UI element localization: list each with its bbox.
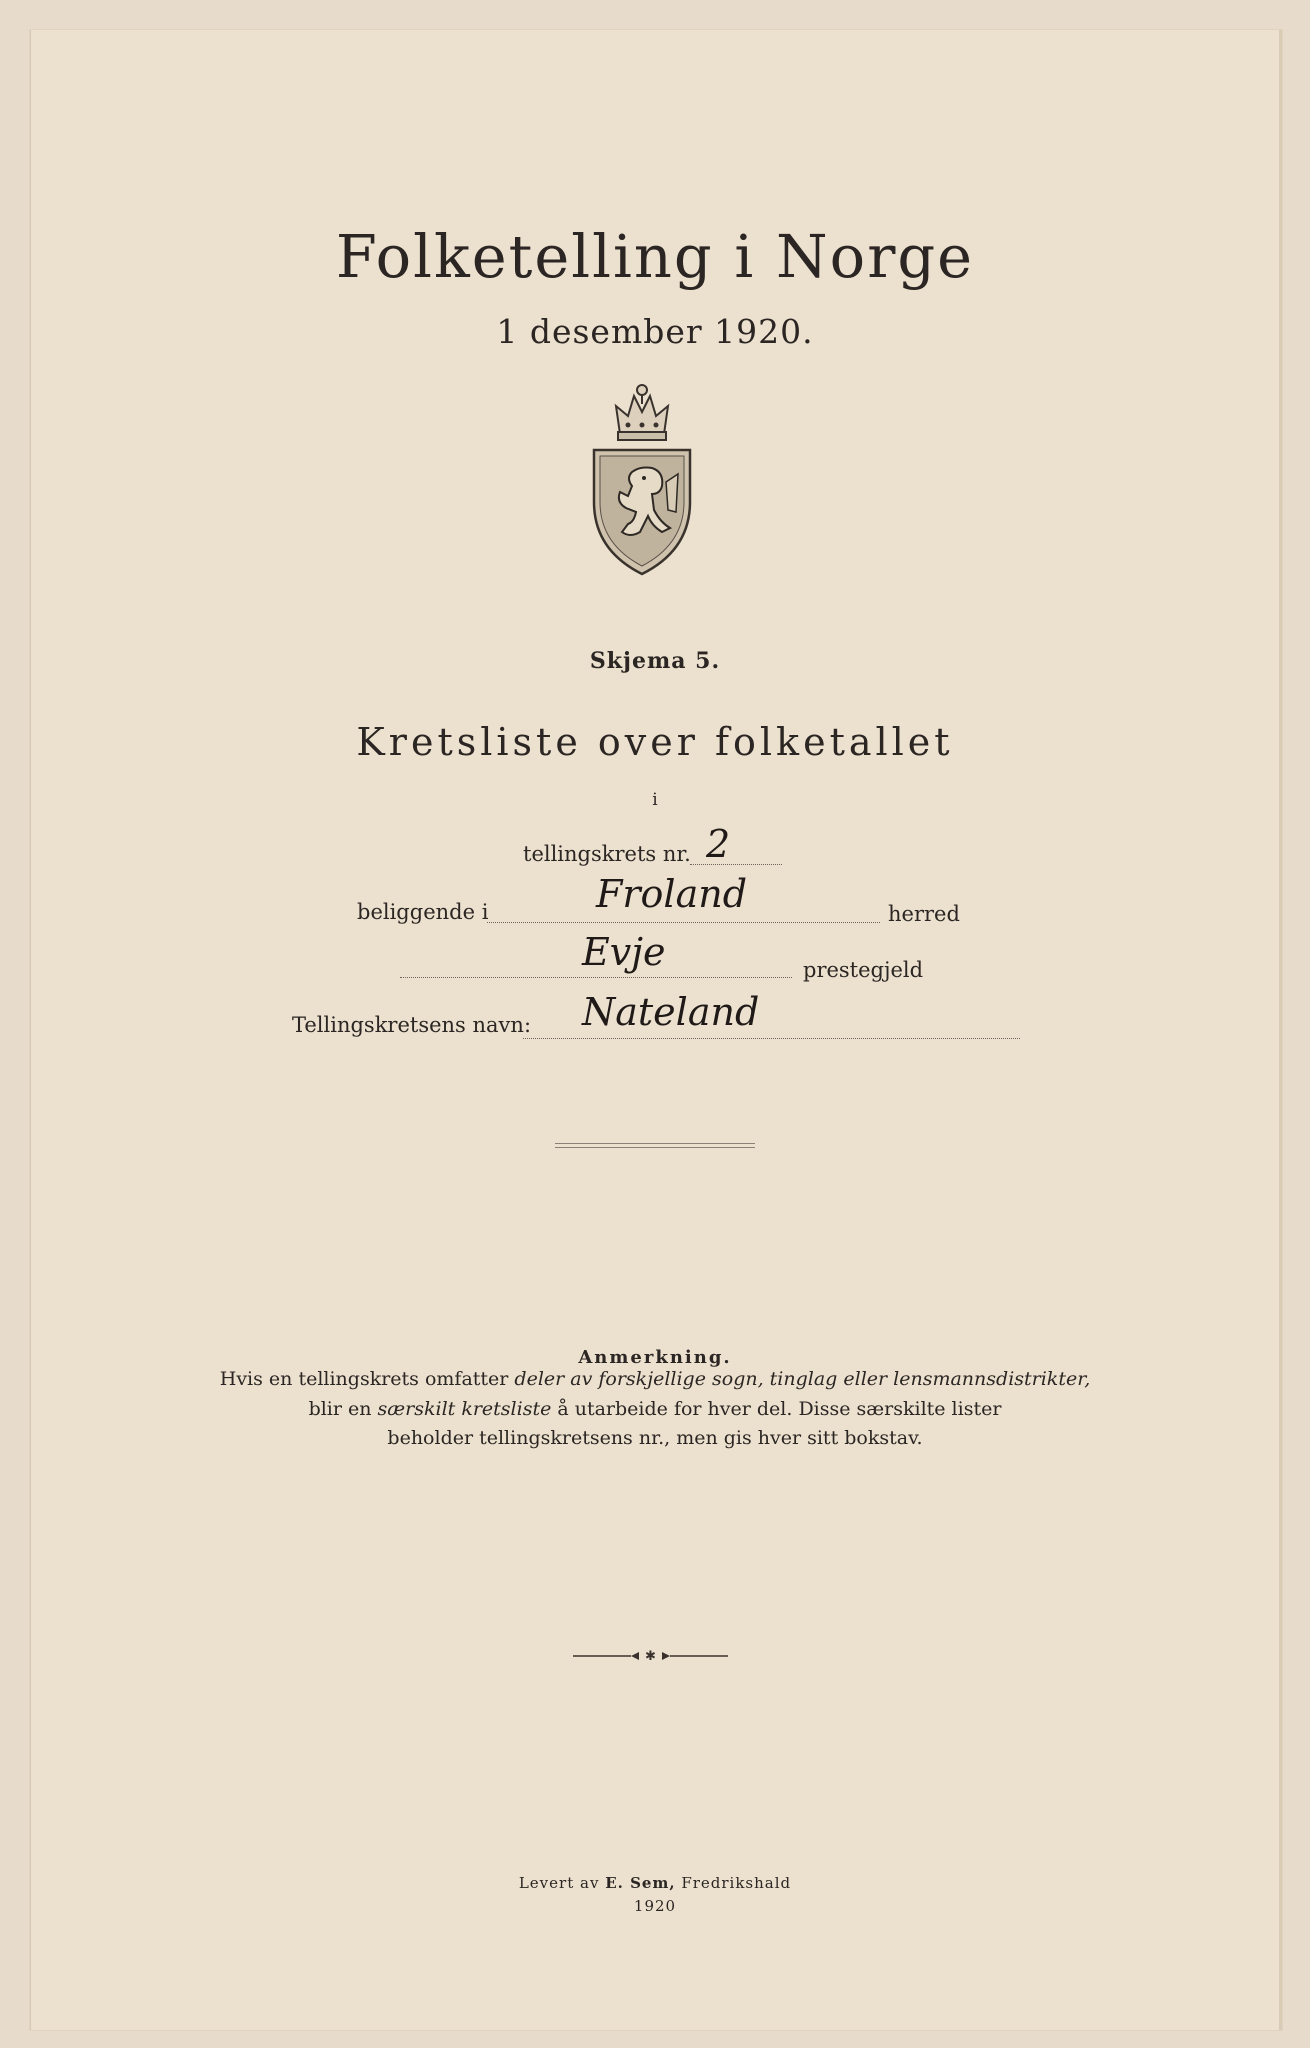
printer-name: E. Sem, [605,1874,676,1892]
municipality-label: beliggende i [357,900,489,924]
note-emphasis: særskilt kretsliste [377,1398,552,1420]
parish-line [400,977,792,978]
schema-number: Skjema 5. [589,648,721,674]
district-number-line [690,864,782,865]
herred-label: herred [888,902,960,926]
norwegian-coat-of-arms-icon [582,382,702,580]
note-text: å utarbeide for hver del. Disse særskilte lister [551,1398,1002,1420]
form-heading: Kretsliste over folketallet [356,720,954,764]
separator-rule [555,1147,755,1148]
printer-text: Levert av [518,1874,606,1892]
note-text: Hvis en tellingskrets omfatter [219,1368,515,1390]
district-name-line [523,1038,1020,1039]
prestegjeld-label: prestegjeld [803,958,924,982]
note-line-2 [0,1398,1310,1420]
municipality-line [487,922,880,923]
note-emphasis: deler av forskjellige sogn, tinglag eller lensmannsdistrikter, [514,1368,1091,1390]
census-date: 1 desember 1920. [496,312,814,351]
printer-year: 1920 [633,1897,677,1915]
note-line-3: beholder tellingskretsens nr., men gis hver sitt bokstav. [387,1427,923,1449]
separator-rule [555,1143,755,1144]
district-name-value: Nateland [582,990,760,1034]
connector-i: i [652,790,658,810]
svg-text:✱: ✱ [645,1650,656,1662]
note-line-1 [0,1368,1310,1390]
district-number-value: 2 [706,822,731,866]
district-number-label: tellingskrets nr. [523,842,691,866]
printer-credit [0,1874,1310,1892]
page-title: Folketelling i Norge [335,222,975,291]
municipality-value: Froland [596,872,748,916]
district-name-label: Tellingskretsens navn: [292,1013,532,1037]
printer-place: Fredrikshald [675,1874,792,1892]
ornament-divider-icon [573,1650,728,1662]
parish-value: Evje [582,930,666,974]
note-title: Anmerkning. [578,1347,732,1368]
note-text: blir en [308,1398,378,1420]
